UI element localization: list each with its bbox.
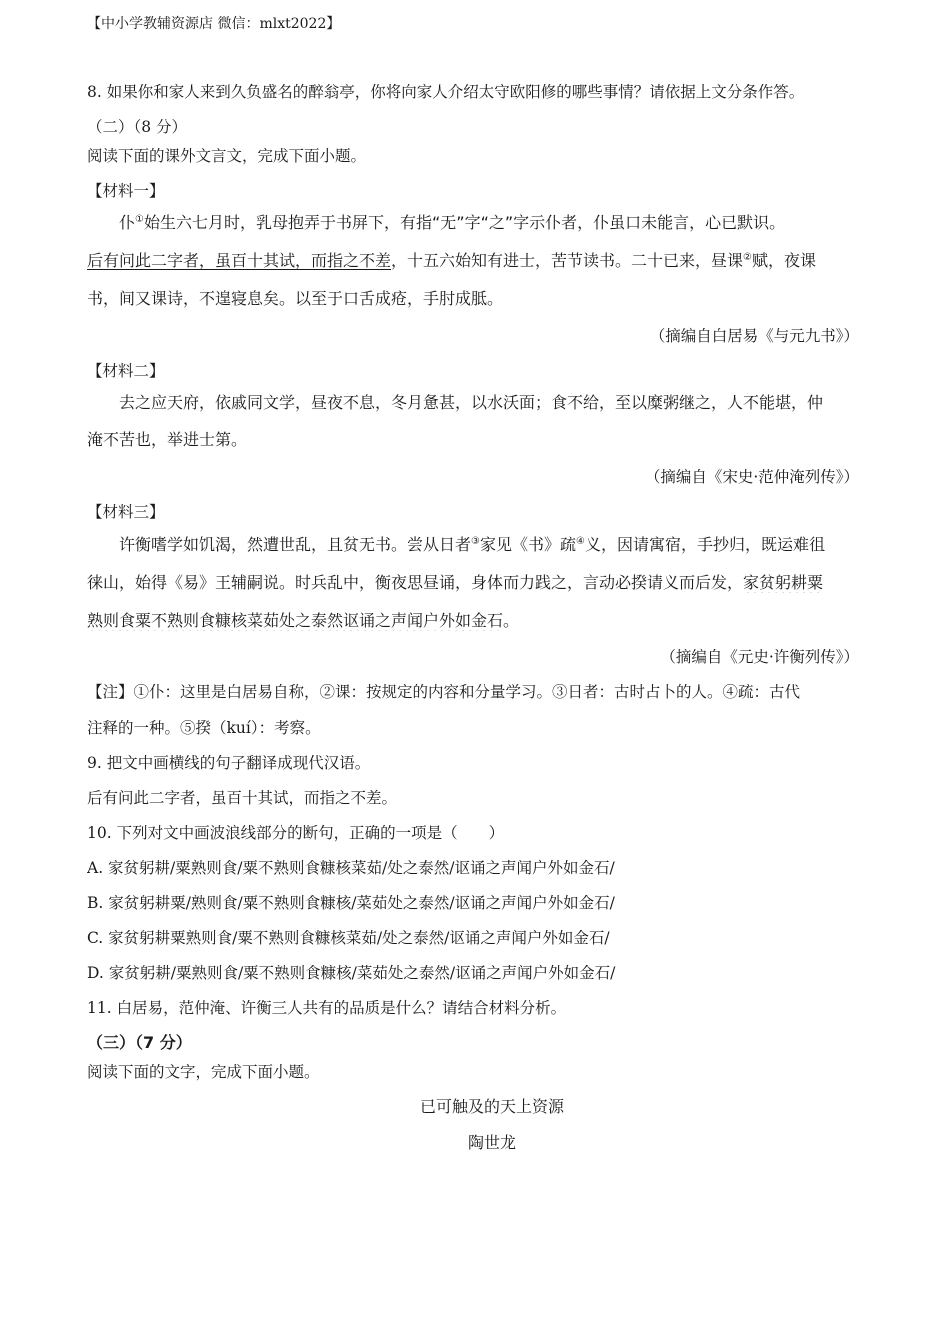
section-2-title: （二）（8 分） bbox=[87, 118, 188, 136]
section-3-title: （三）（7 分） bbox=[87, 1033, 192, 1052]
material-2-line-2: 淹不苦也，举进士第。 bbox=[87, 430, 248, 449]
article-author: 陶世龙 bbox=[467, 1133, 516, 1152]
question-11: 11. 白居易，范仲淹、许衡三人共有的品质是什么？请结合材料分析。 bbox=[87, 999, 567, 1017]
material-2-label: 【材料二】 bbox=[87, 362, 165, 380]
page-header: 【中小学教辅资源店 微信：mlxt2022】 bbox=[87, 16, 341, 32]
material-3-line-3: 熟则食粟不熟则食糠核菜茹处之泰然讴诵之声闻户外如金石。 bbox=[87, 611, 520, 630]
material-1-line-3: 书，间又课诗，不遑寝息矣。以至于口舌成疮，手肘成胝。 bbox=[87, 289, 504, 308]
material-2-source: （摘编自《宋史·范仲淹列传》） bbox=[644, 468, 859, 486]
wavy-underline-part-1: 家贫躬耕粟 bbox=[743, 573, 824, 592]
wavy-underline-part-2: 熟则食粟不熟则食糠核菜茹处之泰然讴诵之声闻户外如金石 bbox=[87, 611, 504, 630]
material-3-line-1: 许衡嗜学如饥渴，然遭世乱，且贫无书。尝从日者③家见《书》疏④义，因请寓宿，手抄归，既运难徂 bbox=[119, 535, 825, 554]
question-10: 10. 下列对文中画波浪线部分的断句，正确的一项是（ ） bbox=[87, 824, 505, 842]
material-1-label: 【材料一】 bbox=[87, 182, 165, 200]
material-1-source: （摘编自白居易《与元九书》） bbox=[649, 327, 859, 345]
question-10-option-d: D. 家贫躬耕/粟熟则食/粟不熟则食糠核/菜茹处之泰然/讴诵之声闻户外如金石/ bbox=[87, 964, 616, 982]
question-10-option-c: C. 家贫躬耕粟熟则食/粟不熟则食糠核菜茹/处之泰然/讴诵之声闻户外如金石/ bbox=[87, 929, 610, 947]
section-2-intro: 阅读下面的课外文言文，完成下面小题。 bbox=[87, 147, 367, 165]
material-1-line-2: 后有问此二字者，虽百十其试，而指之不差，十五六始知有进士，苦节读书。二十已来，昼课②赋，夜课 bbox=[87, 251, 817, 270]
note-line-1: 【注】①仆：这里是白居易自称，②课：按规定的内容和分量学习。③日者：古时占卜的人。④疏：古代 bbox=[87, 683, 801, 701]
article-title: 已可触及的天上资源 bbox=[419, 1097, 564, 1116]
question-10-option-a: A. 家贫躬耕/粟熟则食/粟不熟则食糠核菜茹/处之泰然/讴诵之声闻户外如金石/ bbox=[87, 859, 615, 877]
material-1-line-1: 仆①始生六七月时，乳母抱弄于书屏下，有指“无”字“之”字示仆者，仆虽口未能言，心已默识。 bbox=[119, 213, 786, 232]
question-8: 8. 如果你和家人来到久负盛名的醉翁亭，你将向家人介绍太守欧阳修的哪些事情？请依据上文分条作答。 bbox=[87, 83, 805, 101]
underlined-sentence: 后有问此二字者，虽百十其试，而指之不差 bbox=[87, 251, 392, 270]
material-2-line-1: 去之应天府，依戚同文学，昼夜不息，冬月惫甚，以水沃面；食不给，至以糜粥继之，人不能堪，仲 bbox=[119, 393, 824, 412]
note-line-2: 注释的一种。⑤揆（kuí）：考察。 bbox=[87, 719, 321, 737]
question-10-option-b: B. 家贫躬耕粟/熟则食/粟不熟则食糠核/菜茹处之泰然/讴诵之声闻户外如金石/ bbox=[87, 894, 615, 912]
material-3-line-2: 徕山，始得《易》王辅嗣说。时兵乱中，衡夜思昼诵，身体而力践之，言动必揆请义而后发，家贫躬耕粟 bbox=[87, 573, 824, 592]
material-3-label: 【材料三】 bbox=[87, 503, 165, 521]
question-9-sentence: 后有问此二字者，虽百十其试，而指之不差。 bbox=[87, 789, 398, 807]
material-3-source: （摘编自《元史·许衡列传》） bbox=[660, 648, 859, 666]
question-9: 9. 把文中画横线的句子翻译成现代汉语。 bbox=[87, 754, 371, 772]
section-3-intro: 阅读下面的文字，完成下面小题。 bbox=[87, 1063, 320, 1081]
